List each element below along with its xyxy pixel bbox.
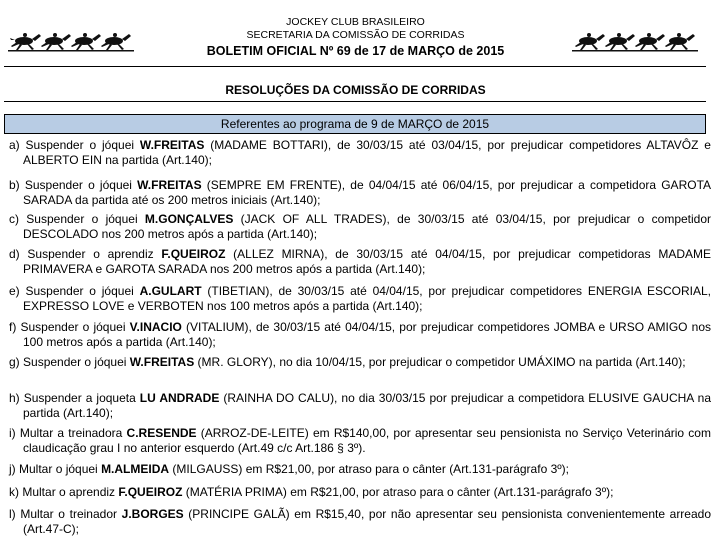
resolution-item: i) Multar a treinadora C.RESENDE (ARROZ-DE-LEITE) em R$140,00, por apresentar seu pensionista no Serviço Veterinário com claudicação grau I no anterior esquerdo (Art.49 c/c Art.186 § 3º). bbox=[9, 426, 711, 455]
department-name: SECRETARIA DA COMISSÃO DE CORRIDAS bbox=[246, 29, 465, 41]
racing-horses-logo-icon bbox=[572, 30, 698, 52]
resolution-item: k) Multar o aprendiz F.QUEIROZ (MATÉRIA PRIMA) em R$21,00, por atraso para o cânter (Art.131-parágrafo 3º); bbox=[9, 485, 614, 499]
resolution-item: g) Suspender o jóquei W.FREITAS (MR. GLORY), no dia 10/04/15, por prejudicar o competidor UMÁXIMO na partida (Art.140); bbox=[9, 355, 686, 369]
program-subtitle: Referentes ao programa de 9 de MARÇO de 2015 bbox=[4, 114, 706, 134]
resolution-item: f) Suspender o jóquei V.INACIO (VITALIUM), de 30/03/15 até 04/04/15, por prejudicar competidores JOMBA e URSO AMIGO nos 100 metros após a partida (Art.140); bbox=[9, 320, 711, 349]
org-name: JOCKEY CLUB BRASILEIRO bbox=[286, 16, 425, 28]
resolution-item: d) Suspender o aprendiz F.QUEIROZ (ALLEZ MIRNA), de 30/03/15 até 04/04/15, por prejudicar competidoras MADAME PRIMAVERA e GAROTA SARADA nos 200 metros após a partida (Art.140); bbox=[9, 247, 711, 276]
resolution-item: h) Suspender a joqueta LU ANDRADE (RAINHA DO CALU), no dia 30/03/15 por prejudicar a competidora ELUSIVE GAUCHA na partida (Art.140); bbox=[9, 391, 711, 420]
resolution-item: j) Multar o jóquei M.ALMEIDA (MILGAUSS) em R$21,00, por atraso para o cânter (Art.131-parágrafo 3º); bbox=[9, 462, 569, 476]
section-title: RESOLUÇÕES DA COMISSÃO DE CORRIDAS bbox=[225, 83, 486, 97]
bulletin-title: BOLETIM OFICIAL Nº 69 de 17 de MARÇO de 2015 bbox=[206, 44, 505, 58]
resolution-item: b) Suspender o jóquei W.FREITAS (SEMPRE EM FRENTE), de 04/04/15 até 06/04/15, por prejudicar a competidora GAROTA SARADA da partida até os 200 metros iniciais (Art.140); bbox=[9, 178, 711, 207]
section-divider bbox=[4, 101, 706, 102]
header-divider bbox=[4, 66, 706, 67]
resolution-item: c) Suspender o jóquei M.GONÇALVES (JACK OF ALL TRADES), de 30/03/15 até 03/04/15, por prejudicar o competidor DESCOLADO nos 200 metros após a partida (Art.140); bbox=[9, 212, 711, 241]
resolution-item: a) Suspender o jóquei W.FREITAS (MADAME BOTTARI), de 30/03/15 até 03/04/15, por prejudicar competidores ALTAVÔZ e ALBERTO EIN na partida (Art.140); bbox=[9, 138, 711, 167]
resolution-item: e) Suspender o jóquei A.GULART (TIBETIAN), de 30/03/15 até 04/04/15, por prejudicar competidores ENERGIA ESCORIAL, EXPRESSO LOVE e VERBOTEN nos 100 metros após a partida (Art.140); bbox=[9, 284, 711, 313]
resolution-item: l) Multar o treinador J.BORGES (PRINCIPE GALÃ) em R$15,40, por não apresentar seu pensionista convenientemente arreado (Art.47-C); bbox=[9, 507, 711, 536]
bulletin-header bbox=[0, 0, 711, 66]
